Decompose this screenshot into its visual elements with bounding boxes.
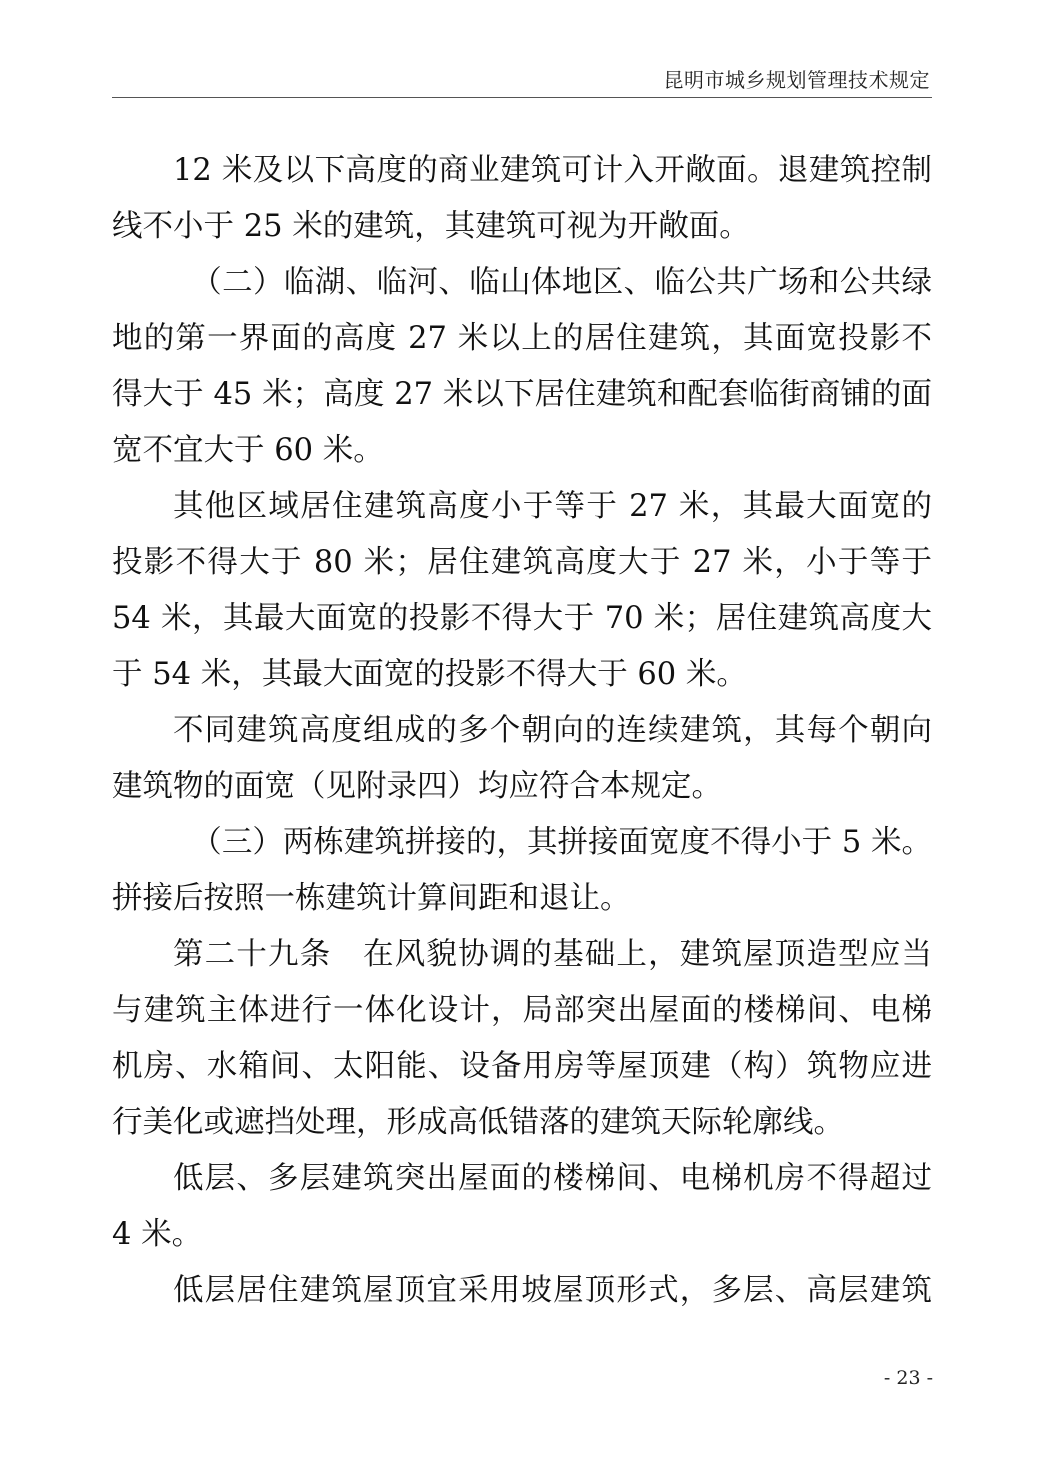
document-body bbox=[112, 143, 932, 1319]
paragraph-clause-3: （三）两栋建筑拼接的，其拼接面宽度不得小于 5 米。拼接后按照一栋建筑计算间距和退让。 bbox=[112, 825, 932, 916]
paragraph-clause-2: （二）临湖、临河、临山体地区、临公共广场和公共绿地的第一界面的高度 27 米以上的居住建筑，其面宽投影不得大于 45 米；高度 27 米以下居住建筑和配套临街商铺的面宽不宜大于 60 米。 bbox=[112, 265, 932, 468]
paragraph-roof-form: 低层居住建筑屋顶宜采用坡屋顶形式，多层、高层建筑 bbox=[173, 1273, 932, 1308]
paragraph-multi-orientation: 不同建筑高度组成的多个朝向的连续建筑，其每个朝向建筑物的面宽（见附录四）均应符合本规定。 bbox=[112, 713, 932, 804]
header-divider bbox=[112, 97, 932, 98]
paragraph-other-areas: 其他区域居住建筑高度小于等于 27 米，其最大面宽的投影不得大于 80 米；居住建筑高度大于 27 米，小于等于 54 米，其最大面宽的投影不得大于 70 米；居住建筑高度大于 54 米，其最大面宽的投影不得大于 60 米。 bbox=[112, 489, 932, 692]
page-number: - 23 - bbox=[883, 1367, 933, 1389]
paragraph-article-29: 第二十九条 在风貌协调的基础上，建筑屋顶造型应当与建筑主体进行一体化设计，局部突出屋面的楼梯间、电梯机房、水箱间、太阳能、设备用房等屋顶建（构）筑物应进行美化或遮挡处理，形成高低错落的建筑天际轮廓线。 bbox=[112, 937, 932, 1140]
paragraph-commercial-open-face: 12 米及以下高度的商业建筑可计入开敞面。退建筑控制线不小于 25 米的建筑，其建筑可视为开敞面。 bbox=[112, 153, 932, 244]
running-header: 昆明市城乡规划管理技术规定 bbox=[663, 68, 930, 92]
paragraph-roof-height-limit: 低层、多层建筑突出屋面的楼梯间、电梯机房不得超过 4 米。 bbox=[112, 1161, 932, 1252]
